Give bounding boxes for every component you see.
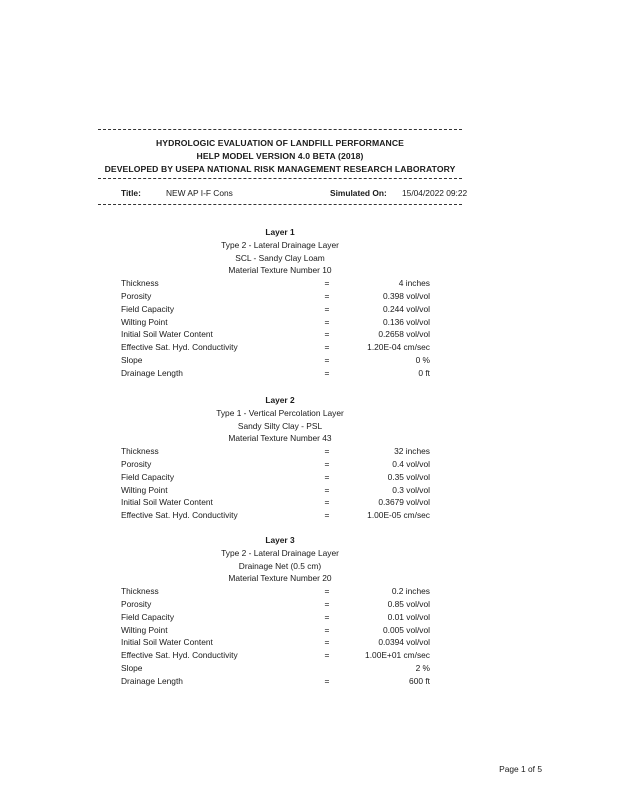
- simulated-value: 15/04/2022 09:22: [402, 188, 468, 198]
- property-name: Wilting Point: [121, 316, 168, 327]
- property-value: 0.4 vol/vol: [392, 459, 430, 469]
- property-equals: =: [324, 355, 330, 365]
- property-value: 1.00E-05 cm/sec: [367, 510, 430, 521]
- header-line-3: DEVELOPED BY USEPA NATIONAL RISK MANAGEMENT RESEARCH LABORATORY: [104, 164, 456, 174]
- layer-title: Layer 2: [265, 395, 295, 405]
- property-name: Thickness: [121, 586, 159, 597]
- property-equals: =: [324, 586, 330, 597]
- property-name: Slope: [121, 663, 143, 673]
- property-equals: =: [324, 675, 330, 686]
- property-name: Wilting Point: [121, 624, 168, 635]
- property-value: 1.00E+01 cm/sec: [365, 650, 430, 661]
- property-equals: =: [324, 291, 330, 301]
- property-name: Porosity: [121, 459, 152, 469]
- layer-title: Layer 1: [265, 227, 295, 237]
- property-value: 0.2 inches: [391, 586, 430, 597]
- layer-material: Sandy Silty Clay - PSL: [237, 420, 323, 431]
- layer-title: Layer 3: [265, 535, 295, 545]
- property-value: 0.3 vol/vol: [392, 484, 430, 495]
- property-name: Effective Sat. Hyd. Conductivity: [121, 342, 238, 353]
- top-rule: [98, 129, 462, 130]
- property-name: Drainage Length: [121, 675, 183, 686]
- property-value: 0.398 vol/vol: [382, 291, 430, 301]
- meta-rule: [98, 204, 462, 205]
- layer-texture: Material Texture Number 43: [228, 433, 332, 444]
- header-rule: [98, 178, 462, 179]
- property-name: Drainage Length: [121, 367, 183, 378]
- property-equals: =: [324, 611, 330, 622]
- property-equals: =: [324, 484, 330, 495]
- layer-type: Type 1 - Vertical Percolation Layer: [216, 407, 344, 418]
- property-value: 4 inches: [398, 278, 430, 289]
- title-label: Title:: [121, 188, 141, 198]
- property-equals: =: [324, 510, 330, 521]
- property-value: 0.01 vol/vol: [387, 611, 430, 622]
- property-value: 1.20E-04 cm/sec: [367, 342, 430, 353]
- property-name: Effective Sat. Hyd. Conductivity: [121, 650, 238, 661]
- simulated-label: Simulated On:: [330, 188, 387, 198]
- property-equals: =: [324, 637, 330, 648]
- property-equals: =: [324, 329, 330, 340]
- property-equals: =: [324, 599, 330, 609]
- property-name: Thickness: [121, 446, 159, 457]
- property-value: 0.0394 vol/vol: [378, 637, 430, 648]
- layer-material: Drainage Net (0.5 cm): [238, 560, 322, 571]
- header-line-2: HELP MODEL VERSION 4.0 BETA (2018): [196, 151, 364, 161]
- property-name: Initial Soil Water Content: [121, 329, 213, 340]
- property-name: Field Capacity: [121, 303, 175, 314]
- property-name: Thickness: [121, 278, 159, 289]
- property-name: Slope: [121, 355, 143, 365]
- property-value: 0.85 vol/vol: [387, 599, 430, 609]
- layer-texture: Material Texture Number 20: [228, 573, 332, 584]
- title-value: NEW AP I-F Cons: [166, 188, 233, 198]
- property-value: 0.2658 vol/vol: [378, 329, 430, 340]
- header-line-1: HYDROLOGIC EVALUATION OF LANDFILL PERFORMANCE: [156, 138, 404, 148]
- property-name: Wilting Point: [121, 484, 168, 495]
- property-equals: =: [324, 497, 330, 508]
- layer-material: SCL - Sandy Clay Loam: [235, 252, 325, 263]
- property-value: 0.244 vol/vol: [382, 303, 430, 314]
- property-equals: =: [324, 316, 330, 327]
- property-name: Effective Sat. Hyd. Conductivity: [121, 510, 238, 521]
- property-name: Porosity: [121, 599, 152, 609]
- property-value: 0.005 vol/vol: [382, 624, 430, 635]
- property-equals: =: [324, 650, 330, 661]
- page-number: Page 1 of 5: [499, 764, 542, 774]
- property-equals: =: [324, 367, 330, 378]
- layer-texture: Material Texture Number 10: [228, 265, 332, 276]
- property-value: 32 inches: [394, 446, 430, 457]
- property-equals: =: [324, 303, 330, 314]
- property-equals: =: [324, 624, 330, 635]
- layer-type: Type 2 - Lateral Drainage Layer: [221, 547, 339, 558]
- property-name: Field Capacity: [121, 471, 175, 482]
- property-value: 0.3679 vol/vol: [378, 497, 430, 508]
- property-name: Initial Soil Water Content: [121, 497, 213, 508]
- property-value: 0 %: [415, 355, 430, 365]
- property-value: 0.35 vol/vol: [387, 471, 430, 482]
- layer-type: Type 2 - Lateral Drainage Layer: [221, 239, 339, 250]
- property-equals: =: [324, 446, 330, 457]
- property-value: 600 ft: [409, 675, 430, 686]
- property-value: 0.136 vol/vol: [382, 316, 430, 327]
- property-name: Initial Soil Water Content: [121, 637, 213, 648]
- property-equals: =: [324, 278, 330, 289]
- property-equals: =: [324, 471, 330, 482]
- property-value: 2 %: [415, 663, 430, 673]
- property-name: Field Capacity: [121, 611, 175, 622]
- property-equals: =: [324, 459, 330, 469]
- property-value: 0 ft: [418, 367, 430, 378]
- property-equals: =: [324, 342, 330, 353]
- property-name: Porosity: [121, 291, 152, 301]
